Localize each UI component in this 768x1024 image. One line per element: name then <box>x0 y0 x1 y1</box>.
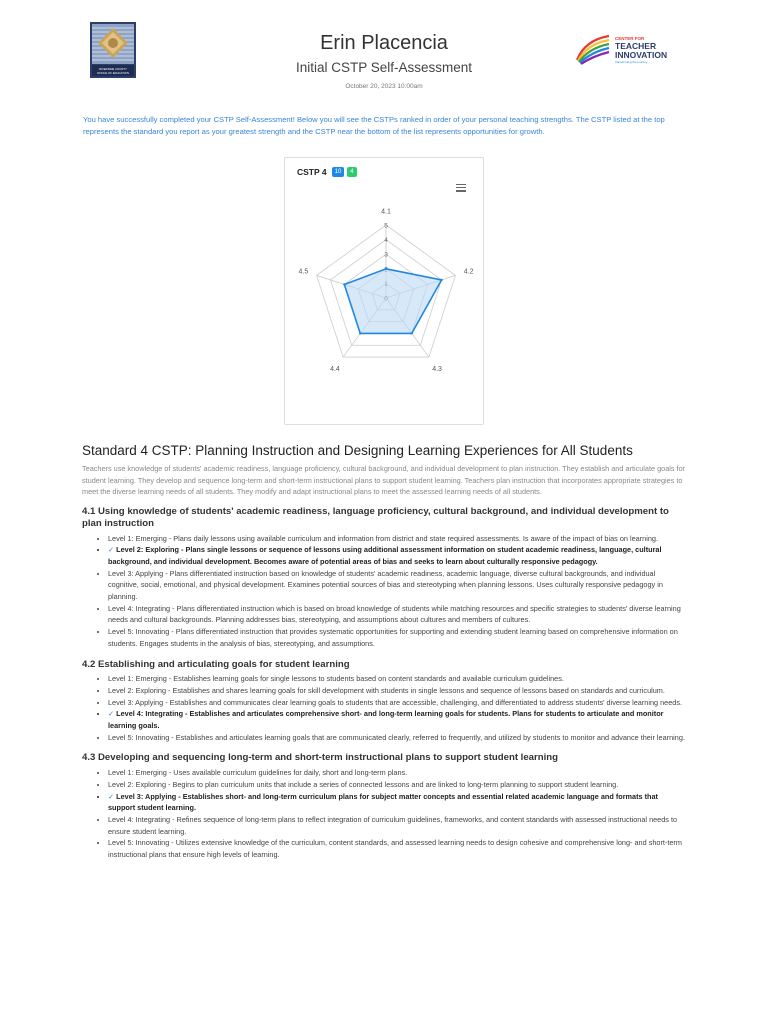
logo-text-center-for: CENTER FOR <box>615 36 645 41</box>
level-text: Level 2: Exploring - Begins to plan curriculum units that include a series of connected lessons and are linked to long-term planning to support student learning. <box>108 779 619 789</box>
level-item <box>108 626 687 649</box>
level-text: Level 4: Integrating - Establishes and articulates comprehensive short- and long-term learning goals for students. Plans for students to articulate and monitor learning goals. <box>108 709 664 731</box>
level-text: Level 3: Applying - Establishes and communicates clear learning goals to students that are accessible, challenging, and differentiated to address students' diverse learning needs. <box>108 697 683 707</box>
level-item <box>108 568 687 603</box>
check-icon: ✓ <box>108 709 115 719</box>
element-4-3 <box>82 752 687 860</box>
level-item <box>108 673 687 685</box>
level-text: Level 5: Innovating - Utilizes extensive knowledge of the curriculum, content standards, and assessed learning needs to design cohesive and comprehensive long- and short-term instructional plans that ensure high levels of learning. <box>108 838 682 860</box>
level-text: Level 1: Emerging - Uses available curriculum guidelines for daily, short and long-term plans. <box>108 768 408 778</box>
level-item <box>108 791 687 814</box>
seal-text-line2: OFFICE OF EDUCATION <box>97 71 129 75</box>
level-list <box>82 673 687 743</box>
element-title: 4.3 Developing and sequencing long-term and short-term instructional plans to support student learning <box>82 752 559 764</box>
level-text: Level 2: Exploring - Establishes and shares learning goals for skill development with students in single lessons and sequence of lessons based on standards and curriculum. <box>108 685 665 695</box>
level-item <box>108 533 687 545</box>
level-item <box>108 685 687 697</box>
chart-cstp-label: CSTP 4 <box>297 167 327 177</box>
check-icon: ✓ <box>108 545 115 555</box>
radar-data-point <box>440 279 442 281</box>
level-text: Level 1: Emerging - Establishes learning goals for single lessons to students based on content standards and available curriculum guidelines. <box>108 674 564 684</box>
standard-section <box>82 443 687 870</box>
standard-title: Standard 4 CSTP: Planning Instruction and Designing Learning Experiences for All Students <box>82 443 633 458</box>
radar-data-point <box>411 332 413 334</box>
element-title: 4.1 Using knowledge of students' academic readiness, language proficiency, cultural background, and individual development to plan instruction <box>82 506 669 529</box>
logo-text-teacher: TEACHER <box>615 41 657 51</box>
logo-tagline: transforming the journey <box>615 60 648 64</box>
level-item <box>108 603 687 626</box>
radar-data-point <box>359 332 361 334</box>
level-text: Level 3: Applying - Plans differentiated instruction based on knowledge of students' academic readiness, academic language, diverse cultural backgrounds, and individual cognitive, social, emotional, and physical development. Examines potential sources of bias and stereotyping when planning lessons. Uses culturally responsive pedagogy in planning. <box>108 568 663 602</box>
level-list <box>82 767 687 861</box>
page-header <box>0 0 768 100</box>
cstp-radar-card <box>284 157 484 425</box>
level-item <box>108 732 687 744</box>
level-text: Level 5: Innovating - Plans differentiated instruction that provides systematic opportunities for supporting and extending student learning based on comprehensive information on students. Engages students in the analysis of bias, stereotyping, and assumptions. <box>108 627 678 648</box>
assessment-title: Initial CSTP Self-Assessment <box>295 60 473 75</box>
radar-data-point <box>385 268 387 270</box>
radar-axis-label: 4.4 <box>330 365 340 373</box>
level-text: Level 3: Applying - Establishes short- and long-term curriculum plans for subject matter concepts and essential related academic language and formats that support student learning. <box>108 791 658 813</box>
score-badge-blue: 10 <box>332 167 345 177</box>
standard-description: Teachers use knowledge of students' academic readiness, language proficiency, cultural background, and individual development to plan instruction. They establish and articulate goals for student learning. They develop and sequence long-term and short-term instructional plans to support student learning. Teachers plan instruction that incorporates appropriate strategies to meet the diverse learning needs of all students. They modify and adapt instructional plans to meet the assessed learning needs of all students. <box>82 464 686 497</box>
level-text: Level 4: Integrating - Plans differentiated instruction which is based on broad knowledge of students while matching resources and specific strategies to students' diverse learning needs and cultural backgrounds. Planning addresses bias, stereotyping, and assumptions about cultures and members of cultures. <box>108 603 681 625</box>
level-text: Level 5: Innovating - Establishes and articulates learning goals that are communicated clearly, referred to frequently, and utilized by students to monitor and advance their learning. <box>108 732 685 742</box>
level-item <box>108 814 687 837</box>
element-title: 4.2 Establishing and articulating goals for student learning <box>82 658 350 670</box>
seal-text-line1: RIVERSIDE COUNTY <box>99 67 127 71</box>
level-item <box>108 837 687 860</box>
teacher-name: Erin Placencia <box>320 32 448 54</box>
level-item <box>108 767 687 779</box>
center-for-teacher-innovation-logo <box>575 30 677 68</box>
completion-message: You have successfully completed your CSTP Self-Assessment! Below you will see the CSTPs ranked in order of your personal teaching strengths. The CSTP listed at the top represents the standard you report as your greatest strength and the CSTP near the bottom of the list represents opportunities for growth. <box>83 115 665 136</box>
radar-axis-label: 4.2 <box>463 268 474 276</box>
level-text: Level 2: Exploring - Plans single lessons or sequence of lessons using additional assessment information on student academic readiness, language, cultural background, and individual development. Becomes aware of potential areas of bias and seeks to learn about culturally responsive pedagogy. <box>108 545 662 566</box>
score-badge-green: 4 <box>347 167 356 177</box>
level-item <box>108 779 687 791</box>
element-4-1 <box>82 506 687 649</box>
level-item <box>108 697 687 709</box>
level-item <box>108 544 687 567</box>
radar-scale-label: 3 <box>384 251 388 259</box>
level-item <box>108 708 687 731</box>
radar-scale-label: 4 <box>384 237 388 245</box>
logo-text-innovation: INNOVATION <box>615 50 668 60</box>
level-text: Level 4: Integrating - Refines sequence of long-term plans to reflect integration of curriculum guidelines, frameworks, and content standards with assessed instructional needs to ensure student learning. <box>108 814 678 836</box>
radar-data-point <box>343 283 345 285</box>
level-text: Level 1: Emerging - Plans daily lessons using available curriculum and information from district and state required assessments. Is aware of the impact of bias on learning. <box>108 533 658 543</box>
radar-axis-label: 4.1 <box>381 208 391 216</box>
element-4-2 <box>82 659 687 744</box>
check-icon: ✓ <box>108 791 115 801</box>
radar-axis-label: 4.3 <box>432 365 442 373</box>
radar-scale-label: 5 <box>384 222 388 230</box>
level-list <box>82 533 687 650</box>
radar-chart <box>285 158 485 426</box>
radar-axis-label: 4.5 <box>298 268 309 276</box>
assessment-date: October 20, 2023 10:00am <box>345 83 423 90</box>
